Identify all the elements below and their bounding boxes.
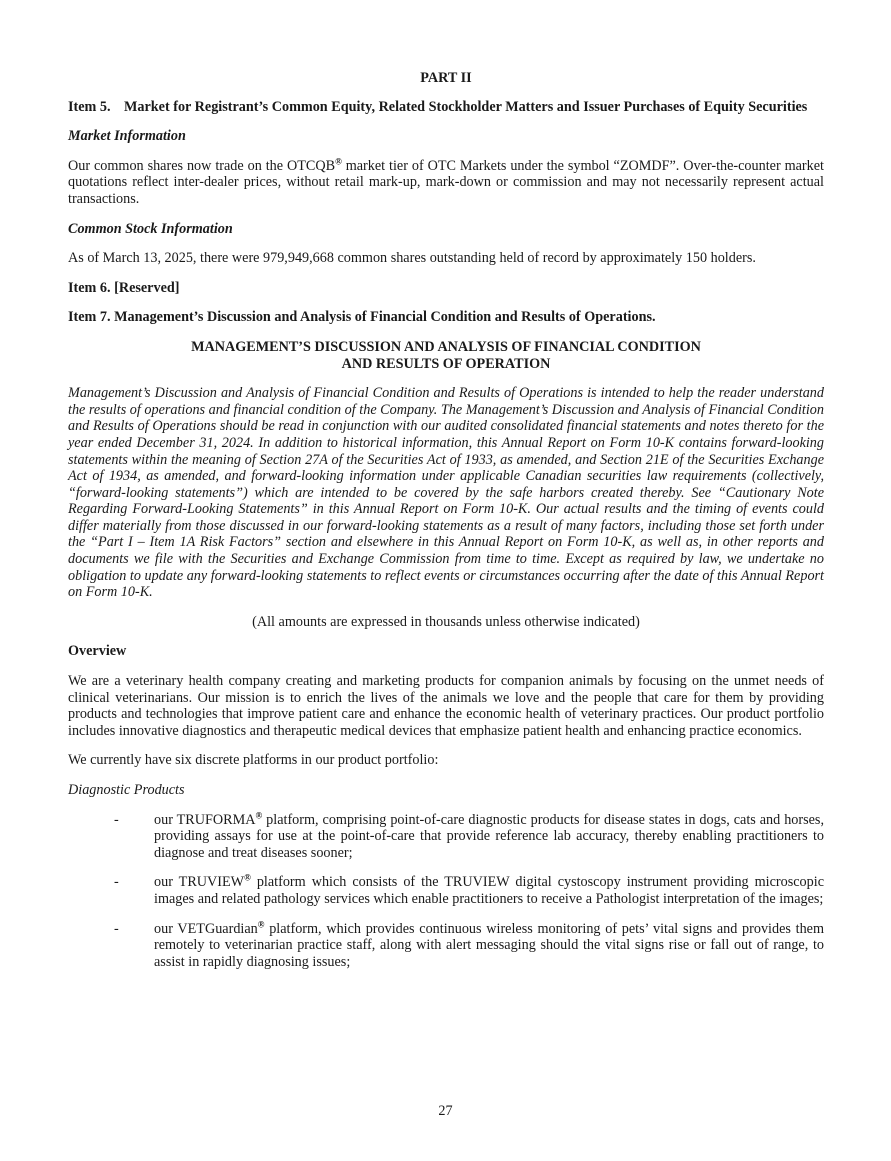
market-info-paragraph <box>68 158 824 208</box>
bullet-text-pre: our TRUVIEW <box>154 874 245 891</box>
bullet-text <box>154 874 824 907</box>
mdna-title-line1: MANAGEMENT’S DISCUSSION AND ANALYSIS OF FINANCIAL CONDITION <box>191 338 701 355</box>
bullet-text-post: platform, which provides continuous wireless monitoring of pets’ vital signs and provides them remotely to veterinarian practice staff, along with alert messaging should the vital signs rise or fall out of range, to assist in rapidly diagnosing issues; <box>154 920 824 970</box>
platforms-intro: We currently have six discrete platforms in our product portfolio: <box>68 752 439 769</box>
document-page <box>68 70 824 983</box>
page-number: 27 <box>438 1103 453 1119</box>
bullet-dash: - <box>114 920 119 937</box>
mdna-title <box>68 339 824 372</box>
bullet-text-pre: our TRUFORMA <box>154 811 256 828</box>
registered-mark: ® <box>244 872 251 883</box>
overview-heading: Overview <box>68 643 127 660</box>
common-stock-heading: Common Stock Information <box>68 220 233 237</box>
bullet-text-post: platform which consists of the TRUVIEW digital cystoscopy instrument providing microscopic images and related pathology services which enable practitioners to receive a Pathologist interpretation of the images; <box>154 874 824 907</box>
part-heading: PART II <box>420 70 472 86</box>
registered-mark: ® <box>255 809 263 820</box>
item5-heading <box>68 99 824 116</box>
item5-number: Item 5. <box>68 98 111 115</box>
common-stock-paragraph: As of March 13, 2025, there were 979,949,668 common shares outstanding held of record by approximately 150 holders. <box>68 250 756 267</box>
amounts-note: (All amounts are expressed in thousands unless otherwise indicated) <box>252 613 640 630</box>
list-item <box>68 918 824 971</box>
market-info-text-a: Our common shares now trade on the OTCQB <box>68 157 336 174</box>
bullet-text <box>154 918 824 971</box>
registered-mark: ® <box>335 156 342 167</box>
overview-paragraph: We are a veterinary health company creating and marketing products for companion animals by focusing on the unmet needs of clinical veterinarians. Our mission is to enrich the lives of the animals we love and the people that care for them by providing products and technologies that improve patient care and enhance the economic health of veterinary practices. Our product portfolio includes innovative diagnostics and therapeutic medical devices that emphasize patient health and enhancing practice economics. <box>68 673 824 739</box>
mdna-title-line2: AND RESULTS OF OPERATION <box>341 355 551 372</box>
bullet-dash: - <box>114 874 119 891</box>
market-info-text-b: market tier of OTC Markets under the symbol “ZOMDF”. Over-the-counter market quotations reflect inter-dealer prices, without retail mark-up, mark-down or commission and may not necessarily represent actual transactions. <box>68 157 824 207</box>
bullet-text-pre: our VETGuardian <box>154 920 258 937</box>
item7-heading: Item 7. Management’s Discussion and Analysis of Financial Condition and Results of Operations. <box>68 309 656 326</box>
mdna-intro-paragraph: Management’s Discussion and Analysis of Financial Condition and Results of Operations is intended to help the reader understand the results of operations and financial condition of the Company. The Management’s Discussion and Analysis of Financial Condition and Results of Operations should be read in conjunction with our audited consolidated financial statements and notes thereto for the year ended December 31, 2024. In addition to historical information, this Annual Report on Form 10-K contains forward-looking statements within the meaning of Section 27A of the Securities Act of 1933, as amended, and Section 21E of the Securities Exchange Act of 1934, as amended, and forward-looking information under applicable Canadian securities law requirements (collectively, “forward-looking statements”) which are intended to be covered by the safe harbors created thereby. See “Cautionary Note Regarding Forward-Looking Statements” in this Annual Report on Form 10-K. Our actual results and the timing of events could differ materially from those discussed in our forward-looking statements as a result of many factors, including those set forth under the “Part I – Item 1A Risk Factors” section and elsewhere in this Annual Report on Form 10-K, as well as, in other reports and documents we file with the Securities and Exchange Commission from time to time. Except as required by law, we undertake no obligation to update any forward-looking statements to reflect events or circumstances occurring after the date of this Annual Report on Form 10-K. <box>68 385 824 601</box>
item5-title: Market for Registrant’s Common Equity, Related Stockholder Matters and Issuer Purchases of Equity Securities <box>124 98 808 115</box>
bullet-dash: - <box>114 811 119 828</box>
bullet-text <box>154 809 824 862</box>
market-info-heading: Market Information <box>68 128 186 145</box>
registered-mark: ® <box>257 918 265 929</box>
list-item <box>68 809 824 862</box>
item6-heading: Item 6. [Reserved] <box>68 279 180 296</box>
diagnostic-products-heading: Diagnostic Products <box>68 782 185 798</box>
bullet-text-post: platform, comprising point-of-care diagnostic products for disease states in dogs, cats and horses, providing assays for use at the point-of-care that provide reference lab accuracy, thereby enabling practitioners to diagnose and treat diseases sooner; <box>154 811 824 861</box>
list-item <box>68 874 824 907</box>
